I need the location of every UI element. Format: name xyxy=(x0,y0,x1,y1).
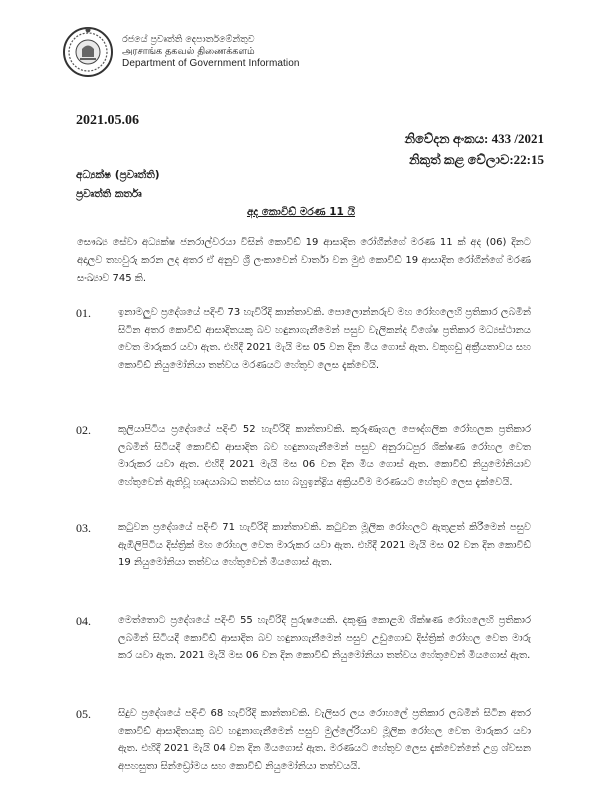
release-time: නිකුත් කළ වේලාව:22:15 xyxy=(408,152,544,167)
release-reference xyxy=(405,128,545,170)
release-date: 2021.05.06 xyxy=(76,113,139,128)
list-item xyxy=(76,705,531,775)
item-number: 04. xyxy=(76,614,91,628)
item-number: 02. xyxy=(76,423,91,437)
sri-lanka-emblem-icon xyxy=(62,24,114,80)
item-text: මෙත්තොට ප්‍රදේශයේ පදිංචි 55 හැවිරිදි පුරුෂයෙකි. දකුණු කොළඹ ශික්ෂණ රෝහලෙහි ප්‍රතිකාර ලබමින් සිටියදී කොවිඩ් ආසාදිත බව හඳුනාගැනීමෙන් පසුව උඩුගොඩ දිස්ත්‍රික් රෝහල වෙත මාරු කර යවා ඇත. 2021 මැයි මස 06 වන දින කොවිඩ් නියුමෝනියා තත්වය හේතුවෙන් මියගොස් ඇත. xyxy=(118,615,531,662)
item-text: කුලියාපිටිය ප්‍රදේශයේ පදිංචි 52 හැවිරිදි කාන්තාවකි. කුරුණෑගල පෞද්ගලික රෝහලක ප්‍රතිකාර ලබමින් සිටියදී කොවිඩ් ආසාදිත බව හඳුනාගැනීමෙන් පසුව අනුරාධපුර ශික්ෂණ රෝහල වෙත මාරුකර යවා ඇත. එහිදී 2021 මැයි මස 06 වන දින මිය ගොස් ඇත. කොවිඩ් නියුමෝනියාව හේතුවෙන් ඇතිවූ හෘදයාබාධ තත්වය සහ බහුඉන්ද්‍රිය අක්‍රියවීම මරණයට හේතුව ලෙස දැක්වෙයි. xyxy=(118,424,531,488)
department-name-english: Department of Government Information xyxy=(122,57,300,69)
department-name-sinhala: රජයේ ප්‍රවෘත්ති දෙපාර්තමේන්තුව xyxy=(122,33,255,45)
item-text: සිදුව ප්‍රදේශයේ පදිංචි 68 හැවිරිදි කාන්තාවකි. වැලිසර ලය රොහලේ ප්‍රතිකාර ලබමින් සිටින අතර කොවිඩ් ආසාදිතයකු බව හඳුනාගැනීමෙන් පසුව මුල්ලේරියාව මූලික රෝහල වෙත මාරුකර යවා ඇත. එහිදී 2021 මැයි 04 වන දින මියගොස් ඇත. මරණයට හේතුව ලෙස දැක්වෙන්නේ උග්‍ර ශ්වසන අපහසුතා සින්ඩ්‍රෝමය සහ කොවිඩ් නියුමෝනියා තත්වයයි. xyxy=(118,708,531,772)
item-text: කටුවන ප්‍රදේශයේ පදිංචි 71 හැවිරිදි කාන්තාවකි. කටුවන මූලික රෝහලට ඇතුළත් කිරීමෙන් පසුව ඇඹිලිපිටිය දිස්ත්‍රික් මහ රෝහල වෙත මාරුකර යවා ඇත. එහිදී 2021 මැයි මස 02 වන දින කොවිඩ් 19 නියුමෝනියා තත්වය හේතුවෙන් මියගොස් ඇත. xyxy=(118,522,531,569)
item-text: ඉනාමලුව ප්‍රදේශයේ පදිංචි 73 හැවිරිදි කාන්තාවකි. පොලොන්නරුව මහ රෝහලෙහි ප්‍රතිකාර ලබමින් සිටින අතර කොවිඩ් ආසාදිතයකු බව හඳුනාගැනීමෙන් පසුව වැලිකන්ද විශේෂ ප්‍රතිකාර මධ්‍යස්ථානය වෙත මාරුකර යවා ඇත. එහිදී 2021 මැයි මස 05 වන දින මිය ගොස් ඇත. වකුගඩු අක්‍රීයතාවය සහ කොවිඩ් නියුමෝනියා තත්වය මරණයට හේතුව ලෙස දැක්වෙයි. xyxy=(118,307,531,371)
department-name-tamil: அரசாங்க தகவல் திணைக்களம் xyxy=(122,45,255,57)
item-number: 05. xyxy=(76,707,91,721)
letterhead xyxy=(62,22,300,82)
release-number: නිවේදන අංකය: 433 /2021 xyxy=(404,131,544,146)
recipient-editor: ප්‍රවෘත්ති කර්තෘ xyxy=(76,188,142,200)
intro-paragraph: සෞඛ්‍ය සේවා අධ්‍යක්ෂ ජනරාල්වරයා විසින් කොවිඩ් 19 ආසාදිත රෝගීන්ගේ මරණ 11 ක් අද (06) දිනට අදාලව තහවුරු කරන ලද අතර ඒ අනුව ශ්‍රී ලංකාවෙන් වාර්තා වන මුළු කොවිඩ් 19 ආසාදිත රෝගීන්ගේ මරණ සංඛ්‍යාව 745 කි. xyxy=(77,237,531,284)
recipients xyxy=(76,166,160,204)
list-item xyxy=(76,612,531,665)
recipient-director: අධ්‍යක්ෂ (ප්‍රවෘත්ති) xyxy=(76,169,160,181)
release-title: අද කොවිඩ් මරණ 11 යි xyxy=(246,206,356,218)
item-number: 01. xyxy=(76,306,91,320)
list-item xyxy=(76,304,531,374)
list-item xyxy=(76,421,531,491)
list-item xyxy=(76,519,531,572)
item-number: 03. xyxy=(76,521,91,535)
